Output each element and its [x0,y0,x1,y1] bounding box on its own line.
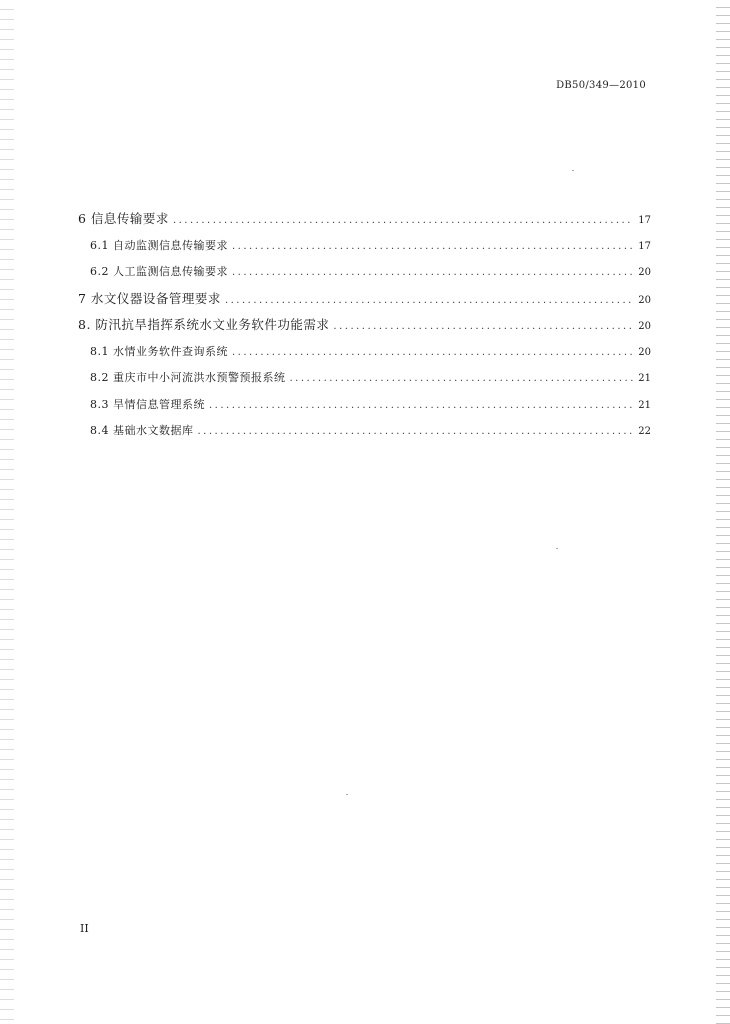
toc-entry-page: 21 [638,399,651,411]
page-number: II [80,922,89,935]
toc-dot-leader [232,340,633,367]
toc-entry-page: 20 [638,346,651,358]
toc-entry-page: 21 [638,373,651,384]
toc-entry-page: 17 [638,215,651,226]
toc-entry-label: 7 水文仪器设备管理要求 [78,290,221,306]
toc-entry-label: 8. 防汛抗旱指挥系统水文业务软件功能需求 [78,317,330,332]
document-code: DB50/349—2010 [556,80,646,91]
scan-speck [556,548,558,549]
toc-entry-page: 17 [638,240,651,252]
toc-entry [78,233,651,260]
toc-entry-page: 22 [638,426,651,437]
scan-speck [572,170,574,171]
toc-dot-leader [232,260,633,287]
toc-dot-leader [232,234,633,261]
toc-entry [78,259,651,286]
toc-entry [78,339,651,366]
toc-entry-label: 8.1 水情业务软件查询系统 [90,344,228,358]
toc-entry-page: 20 [638,267,651,278]
table-of-contents [78,206,651,445]
toc-entry [78,206,651,233]
toc-entry-label: 8.3 旱情信息管理系统 [90,397,205,411]
toc-dot-leader [333,314,633,341]
scan-edge-right [716,0,730,1024]
toc-dot-leader [225,288,633,315]
toc-entry-label: 8.4 基础水文数据库 [90,424,194,437]
toc-entry [78,365,651,392]
toc-entry-label: 6 信息传输要求 [78,211,169,226]
toc-entry [78,418,651,445]
toc-entry-label: 6.2 人工监测信息传输要求 [90,265,228,278]
toc-dot-leader [209,393,633,420]
toc-dot-leader [173,208,633,235]
toc-entry-page: 20 [638,294,651,306]
toc-entry [78,312,651,339]
toc-entry [78,392,651,419]
toc-entry-label: 8.2 重庆市中小河流洪水预警预报系统 [90,371,286,384]
scan-edge-left [0,0,14,1024]
toc-dot-leader [198,419,634,446]
toc-entry-label: 6.1 自动监测信息传输要求 [90,238,228,252]
toc-entry [78,286,651,313]
scan-speck [346,794,348,795]
toc-entry-page: 20 [638,321,651,332]
toc-dot-leader [290,366,634,393]
